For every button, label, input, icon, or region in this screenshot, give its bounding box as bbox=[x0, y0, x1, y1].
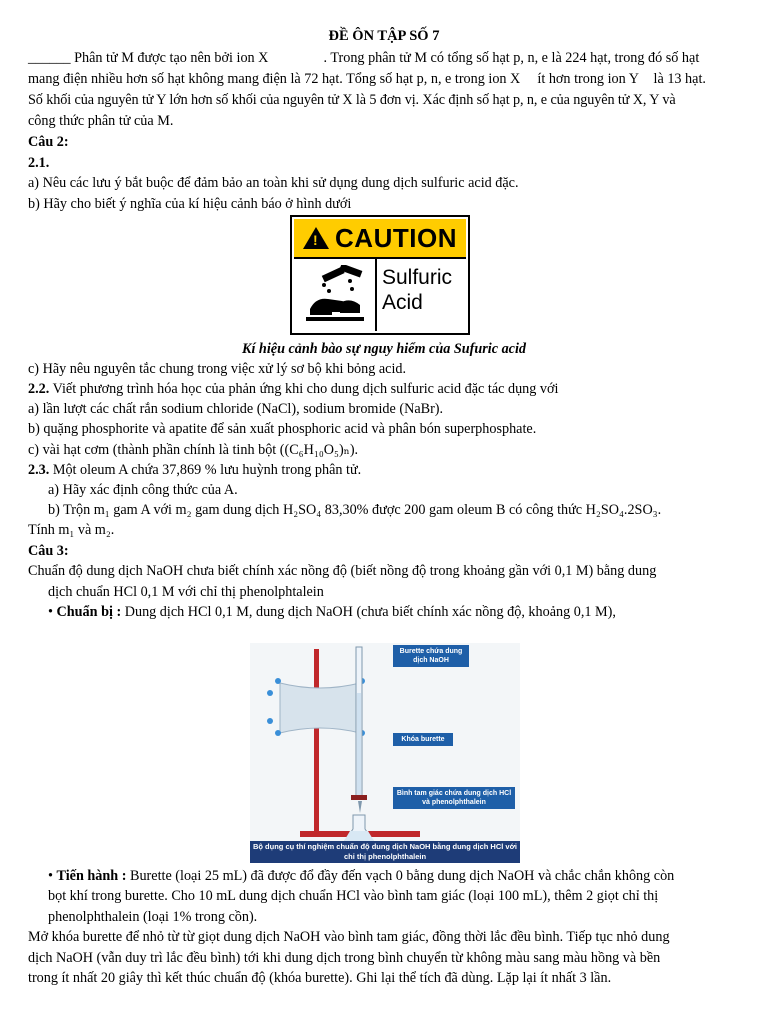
caution-header-text: CAUTION bbox=[335, 222, 457, 253]
page-title: ĐỀ ÔN TẬP SỐ 7 bbox=[328, 28, 440, 44]
q1-text-2c: là 13 hạt. bbox=[653, 71, 706, 87]
q2-section-2-3-label: 2.3. bbox=[28, 462, 50, 478]
q1-line-2 bbox=[28, 69, 740, 89]
corrosive-hand-icon bbox=[300, 265, 370, 325]
q2-section-2-3-text: Một oleum A chứa 37,869 % lưu huỳnh trong phân tử. bbox=[52, 462, 362, 478]
q1-line-1 bbox=[28, 48, 740, 68]
q3-intro-1: Chuẩn độ dung dịch NaOH chưa biết chính xác nồng độ (biết nồng độ trong khoảng gần với 0,1 M) bằng dung bbox=[28, 563, 657, 579]
titration-apparatus-icon bbox=[250, 643, 520, 843]
q3-proc-line-5: dịch NaOH (vẫn duy trì lắc đều bình) tới khi dung dịch trong bình chuyển từ không màu sang màu hồng và bền bbox=[28, 950, 661, 966]
q1-line-4: công thức phân tử của M. bbox=[28, 113, 174, 129]
q2-2-item-c: c) vài hạt cơm (thành phần chính là tinh bột ((C₆H₁₀O₅)ₙ). bbox=[28, 442, 359, 458]
q2-item-a: a) Nêu các lưu ý bắt buộc để đảm bảo an toàn khi sử dụng dung dịch sulfuric acid đặc. bbox=[28, 175, 519, 191]
q2-3-item-b: b) Trộn m₁ gam A với m₂ gam dung dịch H₂SO₄ 83,30% được 200 gam oleum B có công thức H₂SO₄.2SO₃. bbox=[48, 502, 662, 518]
burette-label: Burette chứa dung dịch NaOH bbox=[393, 645, 469, 667]
q3-prep-text: Dung dịch HCl 0,1 M, dung dịch NaOH (chưa biết chính xác nồng độ, khoảng 0,1 M), bbox=[124, 604, 616, 620]
warning-triangle-icon: ! bbox=[303, 227, 329, 249]
bullet-icon: • bbox=[48, 868, 53, 884]
q3-prep-label: Chuẩn bị : bbox=[56, 604, 122, 620]
q2-3-item-b-cont: Tính m₁ và m₂. bbox=[28, 522, 115, 538]
q2-section-2-3 bbox=[28, 460, 740, 480]
titration-figure bbox=[250, 643, 520, 863]
sign-text-2: Acid bbox=[382, 291, 423, 314]
q3-procedure bbox=[48, 866, 740, 886]
bullet-icon: • bbox=[48, 604, 53, 620]
q2-section-2-2-text: Viết phương trình hóa học của phản ứng khi cho dung dịch sulfuric acid đặc tác dụng với bbox=[52, 381, 559, 397]
q2-3-item-a: a) Hãy xác định công thức của A. bbox=[48, 482, 238, 498]
figure-caption: Bộ dụng cụ thí nghiệm chuẩn độ dung dịch NaOH bằng dung dịch HCl với chỉ thị phenolphthalein bbox=[250, 841, 520, 863]
q1-text-1b: . Trong phân tử M có tổng số hạt p, n, e là 224 hạt, trong đó số hạt bbox=[323, 50, 700, 66]
q3-proc-line-6: trong ít nhất 20 giây thì kết thúc chuẩn độ (khóa burette). Ghi lại thể tích đã dùng. Lặp lại ít nhất 3 lần. bbox=[28, 970, 612, 986]
sign-text-1: Sulfuric bbox=[382, 266, 453, 289]
valve-label: Khóa burette bbox=[393, 733, 453, 746]
flask-label: Bình tam giác chứa dung dịch HCl và phenolphthalein bbox=[393, 787, 515, 809]
q2-item-c: c) Hãy nêu nguyên tắc chung trong việc xử lý sơ bộ khi bỏng acid. bbox=[28, 361, 407, 377]
sign-text bbox=[382, 265, 452, 315]
q2-section-2-2 bbox=[28, 379, 740, 399]
q3-proc-line-3: phenolphthalein (loại 1% trong cồn). bbox=[48, 909, 258, 925]
q2-item-b: b) Hãy cho biết ý nghĩa của kí hiệu cảnh báo ở hình dưới bbox=[28, 196, 352, 212]
q1-text-1a: Phân tử M được tạo nên bởi ion X bbox=[74, 50, 269, 66]
q3-procedure-label: Tiến hành : bbox=[56, 868, 127, 884]
q1-text-2b: ít hơn trong ion Y bbox=[537, 71, 639, 87]
sign-caption: Kí hiệu cảnh bào sự nguy hiểm của Sufuric acid bbox=[241, 341, 527, 357]
caution-sign bbox=[290, 215, 470, 335]
q3-prep bbox=[48, 602, 740, 622]
q2-2-item-b: b) quặng phosphorite và apatite để sản xuất phosphoric acid và phân bón superphosphate. bbox=[28, 421, 537, 437]
q3-proc-line-4: Mở khóa burette để nhỏ từ từ giọt dung dịch NaOH vào bình tam giác, đồng thời lắc đều bình. Tiếp tục nhỏ dung bbox=[28, 929, 670, 945]
q1-blank: ______ bbox=[28, 50, 71, 66]
sign-divider bbox=[375, 259, 377, 331]
q1-text-2a: mang điện nhiều hơn số hạt không mang điện là 72 hạt. Tổng số hạt p, n, e trong ion X bbox=[28, 71, 521, 87]
q2-heading: Câu 2: bbox=[28, 134, 69, 150]
q3-heading: Câu 3: bbox=[28, 543, 69, 559]
q2-section-2-2-label: 2.2. bbox=[28, 381, 50, 397]
q3-proc-line-2: bọt khí trong burette. Cho 10 mL dung dịch chuẩn HCl vào bình tam giác (loại 100 mL), thêm 2 giọt chỉ thị bbox=[48, 888, 659, 904]
q3-intro-2: dịch chuẩn HCl 0,1 M với chỉ thị phenolphtalein bbox=[48, 584, 324, 600]
q2-2-item-a: a) lần lượt các chất rắn sodium chloride (NaCl), sodium bromide (NaBr). bbox=[28, 401, 444, 417]
caution-header bbox=[294, 219, 466, 259]
q2-section-2-1: 2.1. bbox=[28, 155, 50, 171]
q1-line-3: Số khối của nguyên tử Y lớn hơn số khối của nguyên tử X là 5 đơn vị. Xác định số hạt p, n, e của nguyên tử X, Y và bbox=[28, 92, 676, 108]
q3-procedure-text-1: Burette (loại 25 mL) đã được đổ đầy đến vạch 0 bằng dung dịch NaOH và chắc chắn không còn bbox=[129, 868, 675, 884]
